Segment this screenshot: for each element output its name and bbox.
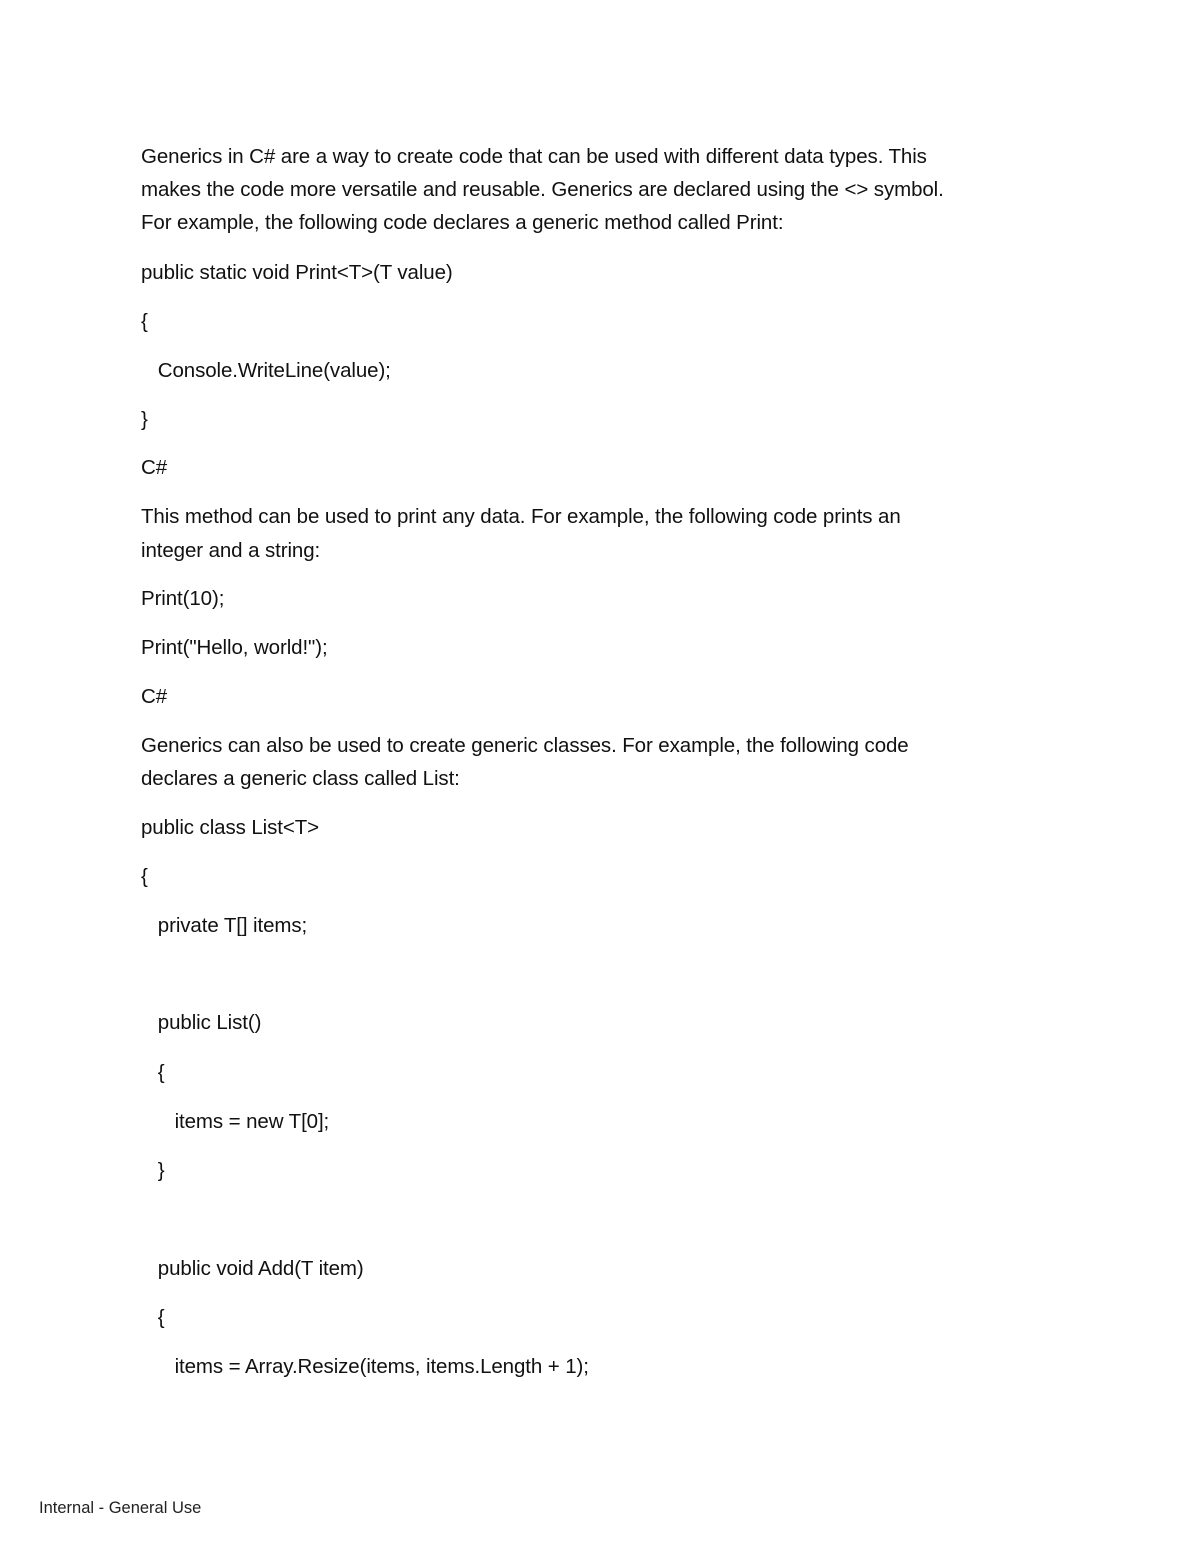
code-line: public void Add(T item)	[141, 1257, 364, 1280]
paragraph-intro-line-1: Generics in C# are a way to create code that can be used with different data types. This	[141, 145, 927, 168]
code-line: private T[] items;	[141, 914, 308, 937]
paragraph-intro-line-3: For example, the following code declares a generic method called Print:	[141, 211, 784, 234]
code-language-label: C#	[141, 685, 168, 708]
code-line: items = new T[0];	[141, 1110, 330, 1133]
code-line: public class List<T>	[141, 816, 320, 839]
code-line: }	[141, 1159, 165, 1182]
code-line: {	[141, 310, 148, 333]
code-line: {	[141, 1061, 165, 1084]
code-line: Print(10);	[141, 587, 225, 610]
paragraph-classes-line-2: declares a generic class called List:	[141, 767, 460, 790]
code-line: Print("Hello, world!");	[141, 636, 328, 659]
paragraph-print-line-1: This method can be used to print any data. For example, the following code prints an	[141, 505, 901, 528]
paragraph-classes-line-1: Generics can also be used to create generic classes. For example, the following code	[141, 734, 909, 757]
code-language-label: C#	[141, 456, 168, 479]
classification-footer: Internal - General Use	[39, 1499, 202, 1517]
paragraph-intro-line-2: makes the code more versatile and reusable. Generics are declared using the <> symbol.	[141, 178, 944, 201]
code-line: {	[141, 865, 148, 888]
code-line: items = Array.Resize(items, items.Length + 1);	[141, 1355, 589, 1378]
code-line: Console.WriteLine(value);	[141, 359, 391, 382]
code-line: {	[141, 1306, 165, 1329]
code-line: }	[141, 408, 148, 431]
code-line: public static void Print<T>(T value)	[141, 261, 453, 284]
code-line: public List()	[141, 1011, 262, 1034]
paragraph-print-line-2: integer and a string:	[141, 539, 321, 562]
